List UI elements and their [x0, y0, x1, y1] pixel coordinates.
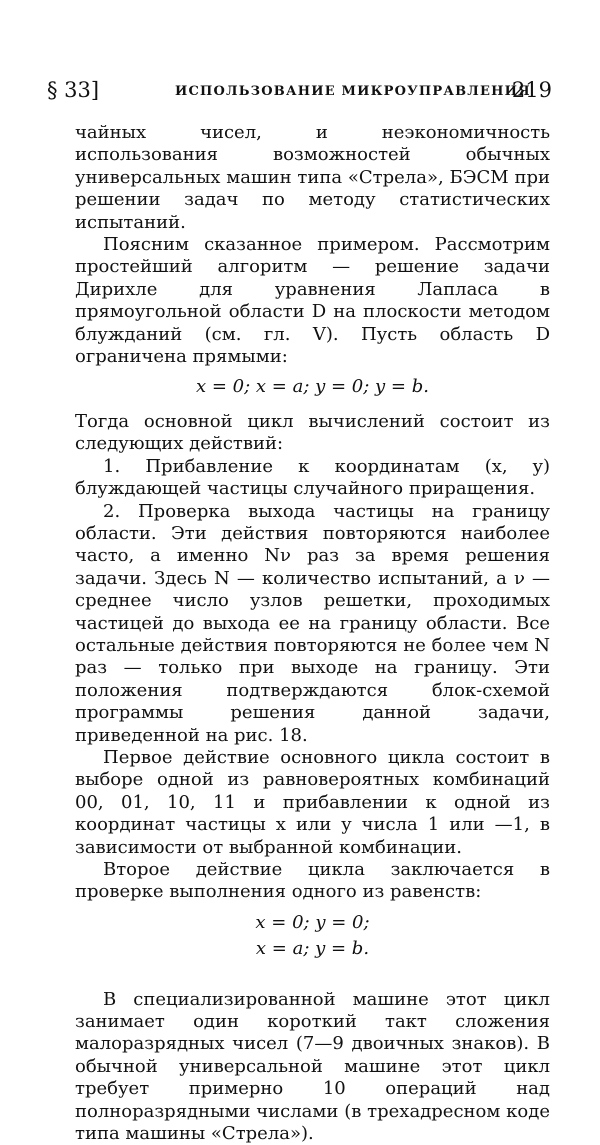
paragraph-cycle-intro: Тогда основной цикл вычислений состоит из следующих действий: — [75, 410, 550, 455]
paragraph-specialized-machine: В специализированной машине этот цикл занимает один короткий такт сложения малоразрядных чисел (7—9 двоичных знаков). В обычной универсальной машине этот цикл требует примерно 10 операций над полноразрядными числами (в трехадресном коде типа машины «Стрела»). — [75, 988, 550, 1145]
equality-formula-1: x = 0; y = 0; — [255, 911, 370, 933]
page-number: 219 — [511, 78, 552, 102]
paragraph-first-action: Первое действие основного цикла состоит в выборе одной из равновероятных комбинаций 00, 01, 10, 11 и прибавлении к одной из координат частицы x или y числа 1 или —1, в зависимости от выбранной комбинации. — [75, 746, 550, 858]
running-header — [47, 78, 552, 108]
equality-formula-2: x = a; y = b. — [255, 938, 370, 960]
section-marker: § 33] — [47, 78, 100, 102]
paragraph-example: Поясним сказанное примером. Рассмотрим простейший алгоритм — решение задачи Дирихле для уравнения Лапласа в прямоугольной области D на плоскости методом блужданий (см. гл. V). Пусть область D ограничена прямыми: — [75, 234, 550, 368]
running-title: ИСПОЛЬЗОВАНИЕ МИКРОУПРАВЛЕНИЯ — [175, 84, 531, 99]
paragraph-continuation: чайных чисел, и неэкономичность использования возможностей обычных универсальных машин типа «Стрела», БЭСМ при решении задач по методу статистических испытаний. — [75, 122, 550, 233]
list-item-1: 1. Прибавление к координатам (x, y) блуждающей частицы случайного приращения. — [75, 455, 550, 500]
list-item-2: 2. Проверка выхода частицы на границу области. Эти действия повторяются наиболее часто, а именно Nν раз за время решения задачи. Здесь N — количество испытаний, а ν — среднее число узлов решетки, проходимых частицей до выхода ее на границу области. Все остальные действия повторяются не более чем N раз — только при выходе на границу. Эти положения подтверждаются блок-схемой программы решения данной задачи, приведенной на рис. 18. — [75, 500, 550, 746]
paragraph-second-action: Второе действие цикла заключается в проверке выполнения одного из равенств: — [75, 859, 550, 903]
boundary-formula: x = 0; x = a; y = 0; y = b. — [196, 376, 429, 398]
page-body — [75, 122, 550, 1145]
